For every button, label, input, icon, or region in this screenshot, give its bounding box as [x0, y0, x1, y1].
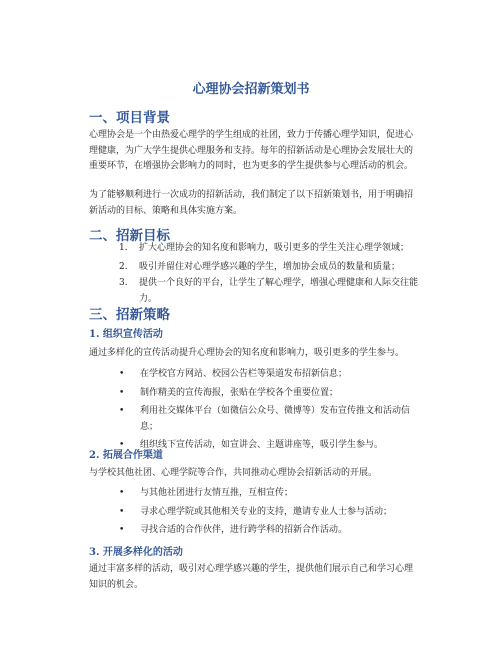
list-item-text: 扩大心理协会的知名度和影响力，吸引更多的学生关注心理学领域； [139, 243, 410, 253]
list-number: 1. [119, 243, 128, 253]
list-item-text: 在学校官方网站、校园公告栏等渠道发布招新信息； [140, 369, 348, 379]
list-item-text: 与其他社团进行友情互推，互相宣传； [140, 488, 294, 498]
activities-intro: 通过丰富多样的活动，吸引对心理学感兴趣的学生，提供他们展示自己和学习心理知识的机会。 [89, 564, 414, 590]
background-paragraph-2-text: 为了能够顺利进行一次成功的招新活动，我们制定了以下招新策划书，用于明确招新活动的目标、策略和具体实施方案。 [89, 190, 414, 216]
document-title: 心理协会招新策划书 [192, 82, 310, 97]
list-number: 3. [119, 278, 128, 288]
list-item [89, 367, 419, 383]
list-item-text: 组织线下宣传活动，如宣讲会、主题讲座等，吸引学生参与。 [140, 440, 384, 450]
list-item-text: 利用社交媒体平台（如微信公众号、微博等）发布宣传推文和活动信息； [140, 406, 411, 432]
background-paragraph-2 [89, 188, 414, 219]
list-item-text: 寻求心理学院或其他相关专业的支持，邀请专业人士参与活动； [140, 506, 393, 517]
subsection-heading-activities: 3. 开展多样化的活动 [89, 547, 183, 558]
bullet-dot-icon: • [119, 369, 125, 379]
list-item-text: 寻找合适的合作伙伴，进行跨学科的招新合作活动。 [140, 525, 348, 535]
background-paragraph-1 [89, 128, 414, 175]
goals-list [89, 241, 419, 310]
subsection-heading-promotion: 1. 组织宣传活动 [89, 329, 163, 340]
list-item-text: 制作精美的宣传海报，张贴在学校各个重要位置； [140, 387, 339, 398]
list-number: 2. [119, 261, 128, 272]
promotion-list [89, 367, 419, 457]
list-item [89, 486, 419, 502]
section-heading-goals: 二、招新目标 [89, 228, 170, 244]
list-item-text: 提供一个良好的平台，让学生了解心理学，增强心理健康和人际交往能力。 [139, 278, 419, 304]
bullet-dot-icon: • [119, 525, 125, 535]
promotion-intro: 通过多样化的宣传活动提升心理协会的知名度和影响力，吸引更多的学生参与。 [89, 348, 405, 358]
bullet-dot-icon: • [119, 488, 125, 498]
list-item [89, 523, 419, 539]
bullet-dot-icon: • [119, 406, 125, 416]
list-item [89, 386, 419, 402]
bullet-dot-icon: • [119, 440, 125, 450]
section-heading-background: 一、项目背景 [89, 110, 170, 126]
bullet-dot-icon: • [119, 387, 125, 398]
background-paragraph-1-text: 心理协会是一个由热爱心理学的学生组成的社团，致力于传播心理学知识，促进心理健康，为广大学生提供心理服务和支持。每年的招新活动是心理协会发展壮大的重要环节，在增强协会影响力的同时，也为更多的学生提供参与心理活动的机会。 [89, 130, 414, 171]
subsection-heading-cooperation: 2. 拓展合作渠道 [89, 450, 163, 461]
list-item [89, 241, 419, 257]
cooperation-list [89, 486, 419, 542]
list-item [89, 505, 419, 521]
list-item-text: 吸引并留住对心理学感兴趣的学生，增加协会成员的数量和质量； [139, 261, 401, 272]
cooperation-intro: 与学校其他社团、心理学院等合作，共同推动心理协会招新活动的开展。 [89, 468, 378, 478]
bullet-dot-icon: • [119, 506, 125, 517]
list-item [89, 404, 419, 435]
section-heading-strategy: 三、招新策略 [89, 307, 170, 323]
list-item [89, 260, 419, 276]
